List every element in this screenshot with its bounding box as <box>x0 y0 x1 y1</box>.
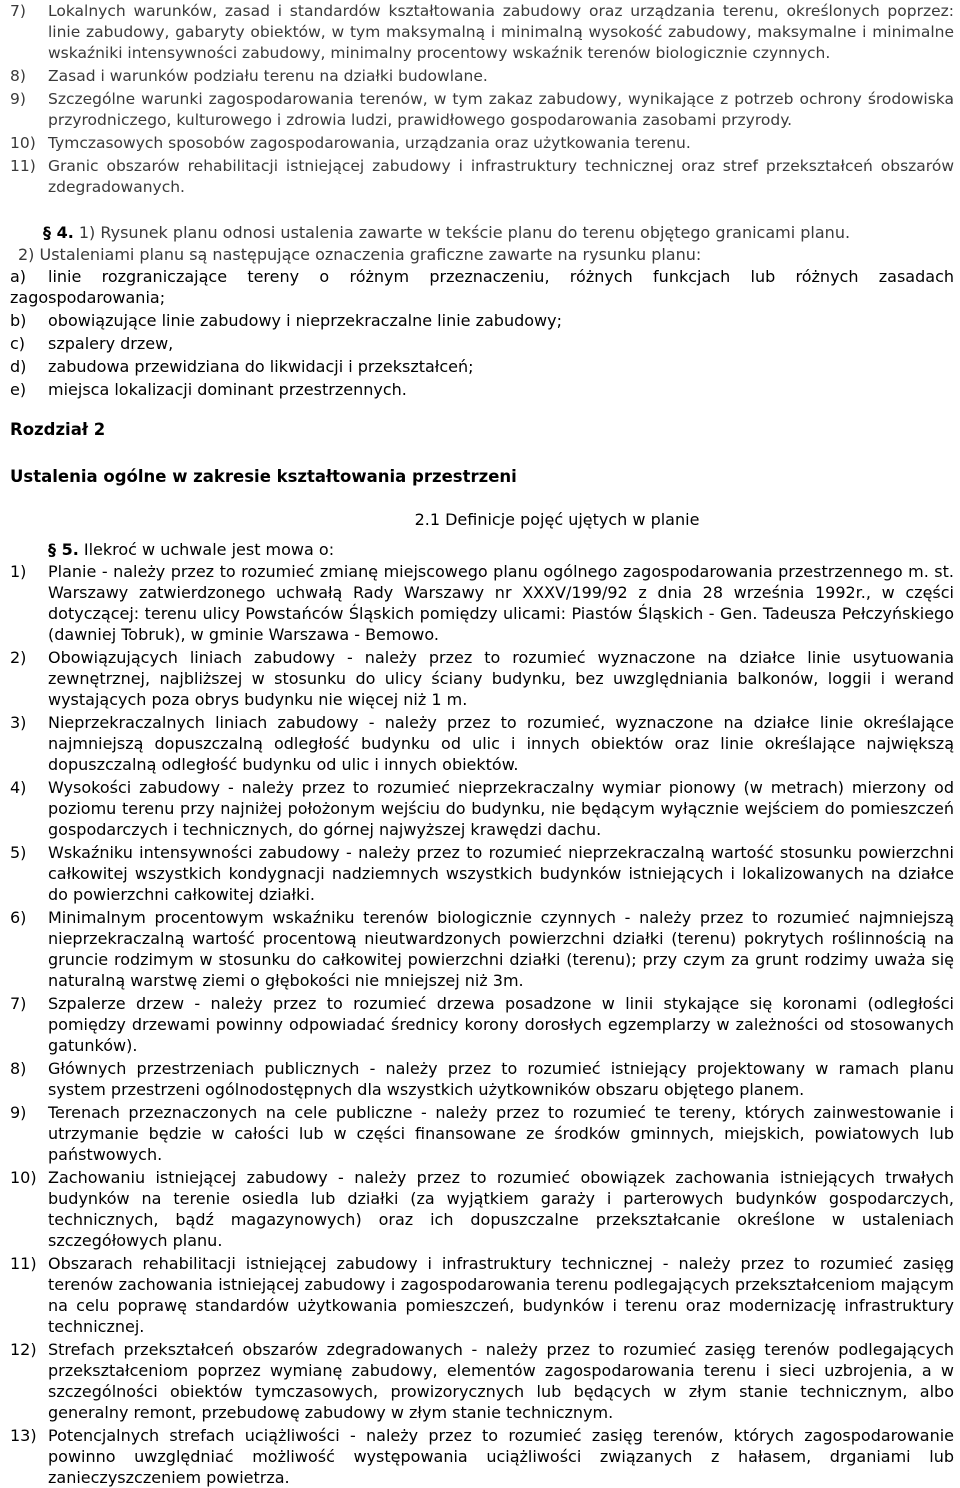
item-text: obowiązujące linie zabudowy i nieprzekraczalne linie zabudowy; <box>48 311 562 330</box>
top-list <box>10 1 954 198</box>
chapter-number: Rozdział 2 <box>10 420 106 439</box>
item-text: Zachowaniu istniejącej zabudowy - należy przez to rozumieć obowiązek zachowania istniejących trwałych budynków na terenie osiedla lub działki (za wyjątkiem garaży i parterowych budynków gospodarczych, technicznych, bądź magazynowych) oraz ich dopuszczalne przekształcanie określone w ustaleniach szczegółowych planu. <box>48 1168 954 1250</box>
item-number: 1) <box>10 562 27 581</box>
item-text: szpalery drzew, <box>48 334 174 353</box>
list-item <box>10 356 954 377</box>
item-number: 8) <box>10 67 26 85</box>
item-text: Strefach przekształceń obszarów zdegradowanych - należy przez to rozumieć zasięg terenów podlegających przekształceniom poprzez wymianę zabudowy, elementów zagospodarowania terenu i sieci uzbrojenia, a w szczególności obiektów tymczasowych, prowizorycznych lub będących w złym stanie technicznym, albo generalny remont, przebudowę zabudowy w złym stanie technicznym. <box>48 1340 954 1422</box>
item-number: 10) <box>10 1168 37 1187</box>
paragraph-4-point-2 <box>10 244 954 265</box>
list-item <box>10 993 954 1056</box>
item-number: 11) <box>10 157 36 175</box>
item-number: 10) <box>10 134 36 152</box>
item-text: Granic obszarów rehabilitacji istniejącej zabudowy i infrastruktury technicznej oraz stref przekształceń obszarów zdegradowanych. <box>48 157 954 196</box>
item-text: Minimalnym procentowym wskaźniku terenów biologicznie czynnych - należy przez to rozumieć najmniejszą nieprzekraczalną wartość procentową nieutwardzonych powierzchni działki (terenu) pokrytych roślinnością na gruncie rodzimym w stosunku do całkowitej powierzchni działki (terenu); przy czym za grunt rodzimy uważa się naturalną warstwę ziemi o głębokości nie mniejszej niż 3m. <box>48 908 954 990</box>
item-number: 12) <box>10 1340 37 1359</box>
item-text: Lokalnych warunków, zasad i standardów kształtowania zabudowy oraz urządzania terenu, określonych poprzez: linie zabudowy, gabaryty obiektów, w tym maksymalną i minimalną wysokość zabudowy, maksymalne i minimalne wskaźniki intensywności zabudowy, minimalny procentowy wskaźnik terenów biologicznie czynnych. <box>48 2 954 62</box>
list-item <box>10 379 954 400</box>
item-number: 8) <box>10 1059 27 1078</box>
paragraph-5 <box>10 539 954 560</box>
item-number: 9) <box>10 1103 27 1122</box>
item-number: 4) <box>10 778 27 797</box>
item-number: 2) <box>10 648 27 667</box>
item-text: Potencjalnych strefach uciążliwości - należy przez to rozumieć zasięg terenów, których zagospodarowanie powinno uwzględniać możliwość występowania uciążliwości związanych z hałasem, drganiami lub zanieczyszczeniem powietrza. <box>48 1426 954 1487</box>
item-number: 6) <box>10 908 27 927</box>
list-item <box>10 89 954 131</box>
definitions-list <box>10 561 954 1488</box>
list-item <box>10 66 954 87</box>
item-letter: d) <box>10 357 27 376</box>
document-page <box>10 0 954 1488</box>
item-letter: c) <box>10 334 26 353</box>
lettered-list <box>10 266 954 400</box>
item-letter: a) <box>10 267 27 286</box>
paragraph-sign: § 4. <box>43 223 74 242</box>
list-item <box>10 561 954 645</box>
list-item <box>10 156 954 198</box>
section-heading: 2.1 Definicje pojęć ujętych w planie <box>414 510 700 529</box>
list-item <box>10 647 954 710</box>
item-number: 7) <box>10 994 27 1013</box>
item-text: Obszarach rehabilitacji istniejącej zabudowy i infrastruktury technicznej - należy przez to rozumieć zasięg terenów zachowania istniejącej zabudowy i zagospodarowania terenu podlegających przekształceniom mającym na celu poprawę standardów użytkowania pomieszczeń, budynków i terenu oraz modernizację infrastruktury technicznej. <box>48 1254 954 1336</box>
item-text: linie rozgraniczające tereny o różnym przeznaczeniu, różnych funkcjach lub różnych zasadach zagospodarowania; <box>10 267 954 307</box>
item-text: Nieprzekraczalnych liniach zabudowy - należy przez to rozumieć, wyznaczone na działce linie określające najmniejszą dopuszczalną odległość budynku od ulic i innych obiektów oraz linie określające największą dopuszczalną odległość budynku od ulic i innych obiektów. <box>48 713 954 774</box>
paragraph-text: Ilekroć w uchwale jest mowa o: <box>83 540 335 559</box>
item-text: Wysokości zabudowy - należy przez to rozumieć nieprzekraczalny wymiar pionowy (w metrach) mierzony od poziomu terenu przy najniżej położonym wejściu do budynku, nie będącym wyłącznie wejściem do pomieszczeń gospodarczych i technicznych, do górnej najwyższej krawędzi dachu. <box>48 778 954 839</box>
list-item <box>10 266 954 308</box>
paragraph-text: 1) Rysunek planu odnosi ustalenia zawarte w tekście planu do terenu objętego granicami planu. <box>78 223 851 242</box>
item-text: Szczególne warunki zagospodarowania terenów, w tym zakaz zabudowy, wynikające z potrzeb ochrony środowiska przyrodniczego, kulturowego i zdrowia ludzi, prawidłowego gospodarowania zasobami przyrody. <box>48 90 954 129</box>
paragraph-text: 2) Ustaleniami planu są następujące oznaczenia graficzne zawarte na rysunku planu: <box>18 245 702 264</box>
list-item <box>10 777 954 840</box>
paragraph-4 <box>10 222 954 243</box>
list-item <box>10 310 954 331</box>
item-text: Tymczasowych sposobów zagospodarowania, urządzania oraz użytkowania terenu. <box>48 134 691 152</box>
list-item <box>10 842 954 905</box>
paragraph-sign: § 5. <box>48 540 79 559</box>
item-letter: e) <box>10 380 27 399</box>
list-item <box>10 1102 954 1165</box>
item-text: Zasad i warunków podziału terenu na działki budowlane. <box>48 67 488 85</box>
list-item <box>10 1 954 64</box>
item-letter: b) <box>10 311 27 330</box>
list-item <box>10 1253 954 1337</box>
item-number: 5) <box>10 843 27 862</box>
item-number: 7) <box>10 2 26 20</box>
item-number: 3) <box>10 713 27 732</box>
list-item <box>10 1425 954 1488</box>
item-text: Planie - należy przez to rozumieć zmianę miejscowego planu ogólnego zagospodarowania przestrzennego m. st. Warszawy zatwierdzonego uchwałą Rady Warszawy nr XXXV/199/92 z dnia 28 września 1992r., w części dotyczącej: terenu ulicy Powstańców Śląskich pomiędzy ulicami: Piastów Śląskich - Gen. Tadeusza Pełczyńskiego (dawniej Tobruk), w gminie Warszawa - Bemowo. <box>48 562 954 644</box>
list-item <box>10 1058 954 1100</box>
item-number: 13) <box>10 1426 37 1445</box>
item-text: miejsca lokalizacji dominant przestrzennych. <box>48 380 407 399</box>
chapter-title: Ustalenia ogólne w zakresie kształtowania przestrzeni <box>10 467 517 486</box>
item-text: zabudowa przewidziana do likwidacji i przekształceń; <box>48 357 474 376</box>
list-item <box>10 1167 954 1251</box>
item-text: Wskaźniku intensywności zabudowy - należy przez to rozumieć nieprzekraczalną wartość stosunku powierzchni całkowitej wszystkich kondygnacji nadziemnych wszystkich budynków istniejących i lokalizowanych na działce do powierzchni całkowitej działki. <box>48 843 954 904</box>
list-item <box>10 1339 954 1423</box>
list-item <box>10 712 954 775</box>
list-item <box>10 133 954 154</box>
item-text: Terenach przeznaczonych na cele publiczne - należy przez to rozumieć te tereny, których zainwestowanie i utrzymanie będzie w całości lub w części finansowane ze środków gminnych, miejskich, powiatowych lub państwowych. <box>48 1103 954 1164</box>
item-text: Szpalerze drzew - należy przez to rozumieć drzewa posadzone w linii stykające się koronami (odległości pomiędzy drzewami powinny odpowiadać średnicy korony dorosłych egzemplarzy w zależności od stosowanych gatunków). <box>48 994 954 1055</box>
item-number: 9) <box>10 90 26 108</box>
list-item <box>10 907 954 991</box>
list-item <box>10 333 954 354</box>
item-text: Głównych przestrzeniach publicznych - należy przez to rozumieć istniejący projektowany w ramach planu system przestrzeni ogólnodostępnych dla wszystkich użytkowników obszaru objętego planem. <box>48 1059 954 1099</box>
item-number: 11) <box>10 1254 37 1273</box>
item-text: Obowiązujących liniach zabudowy - należy przez to rozumieć wyznaczone na działce linie usytuowania zewnętrznej, najbliższej w stosunku do ulicy ściany budynku, bez uwzględniania balkonów, loggii i werand wystających poza obrys budynku nie więcej niż 1 m. <box>48 648 954 709</box>
